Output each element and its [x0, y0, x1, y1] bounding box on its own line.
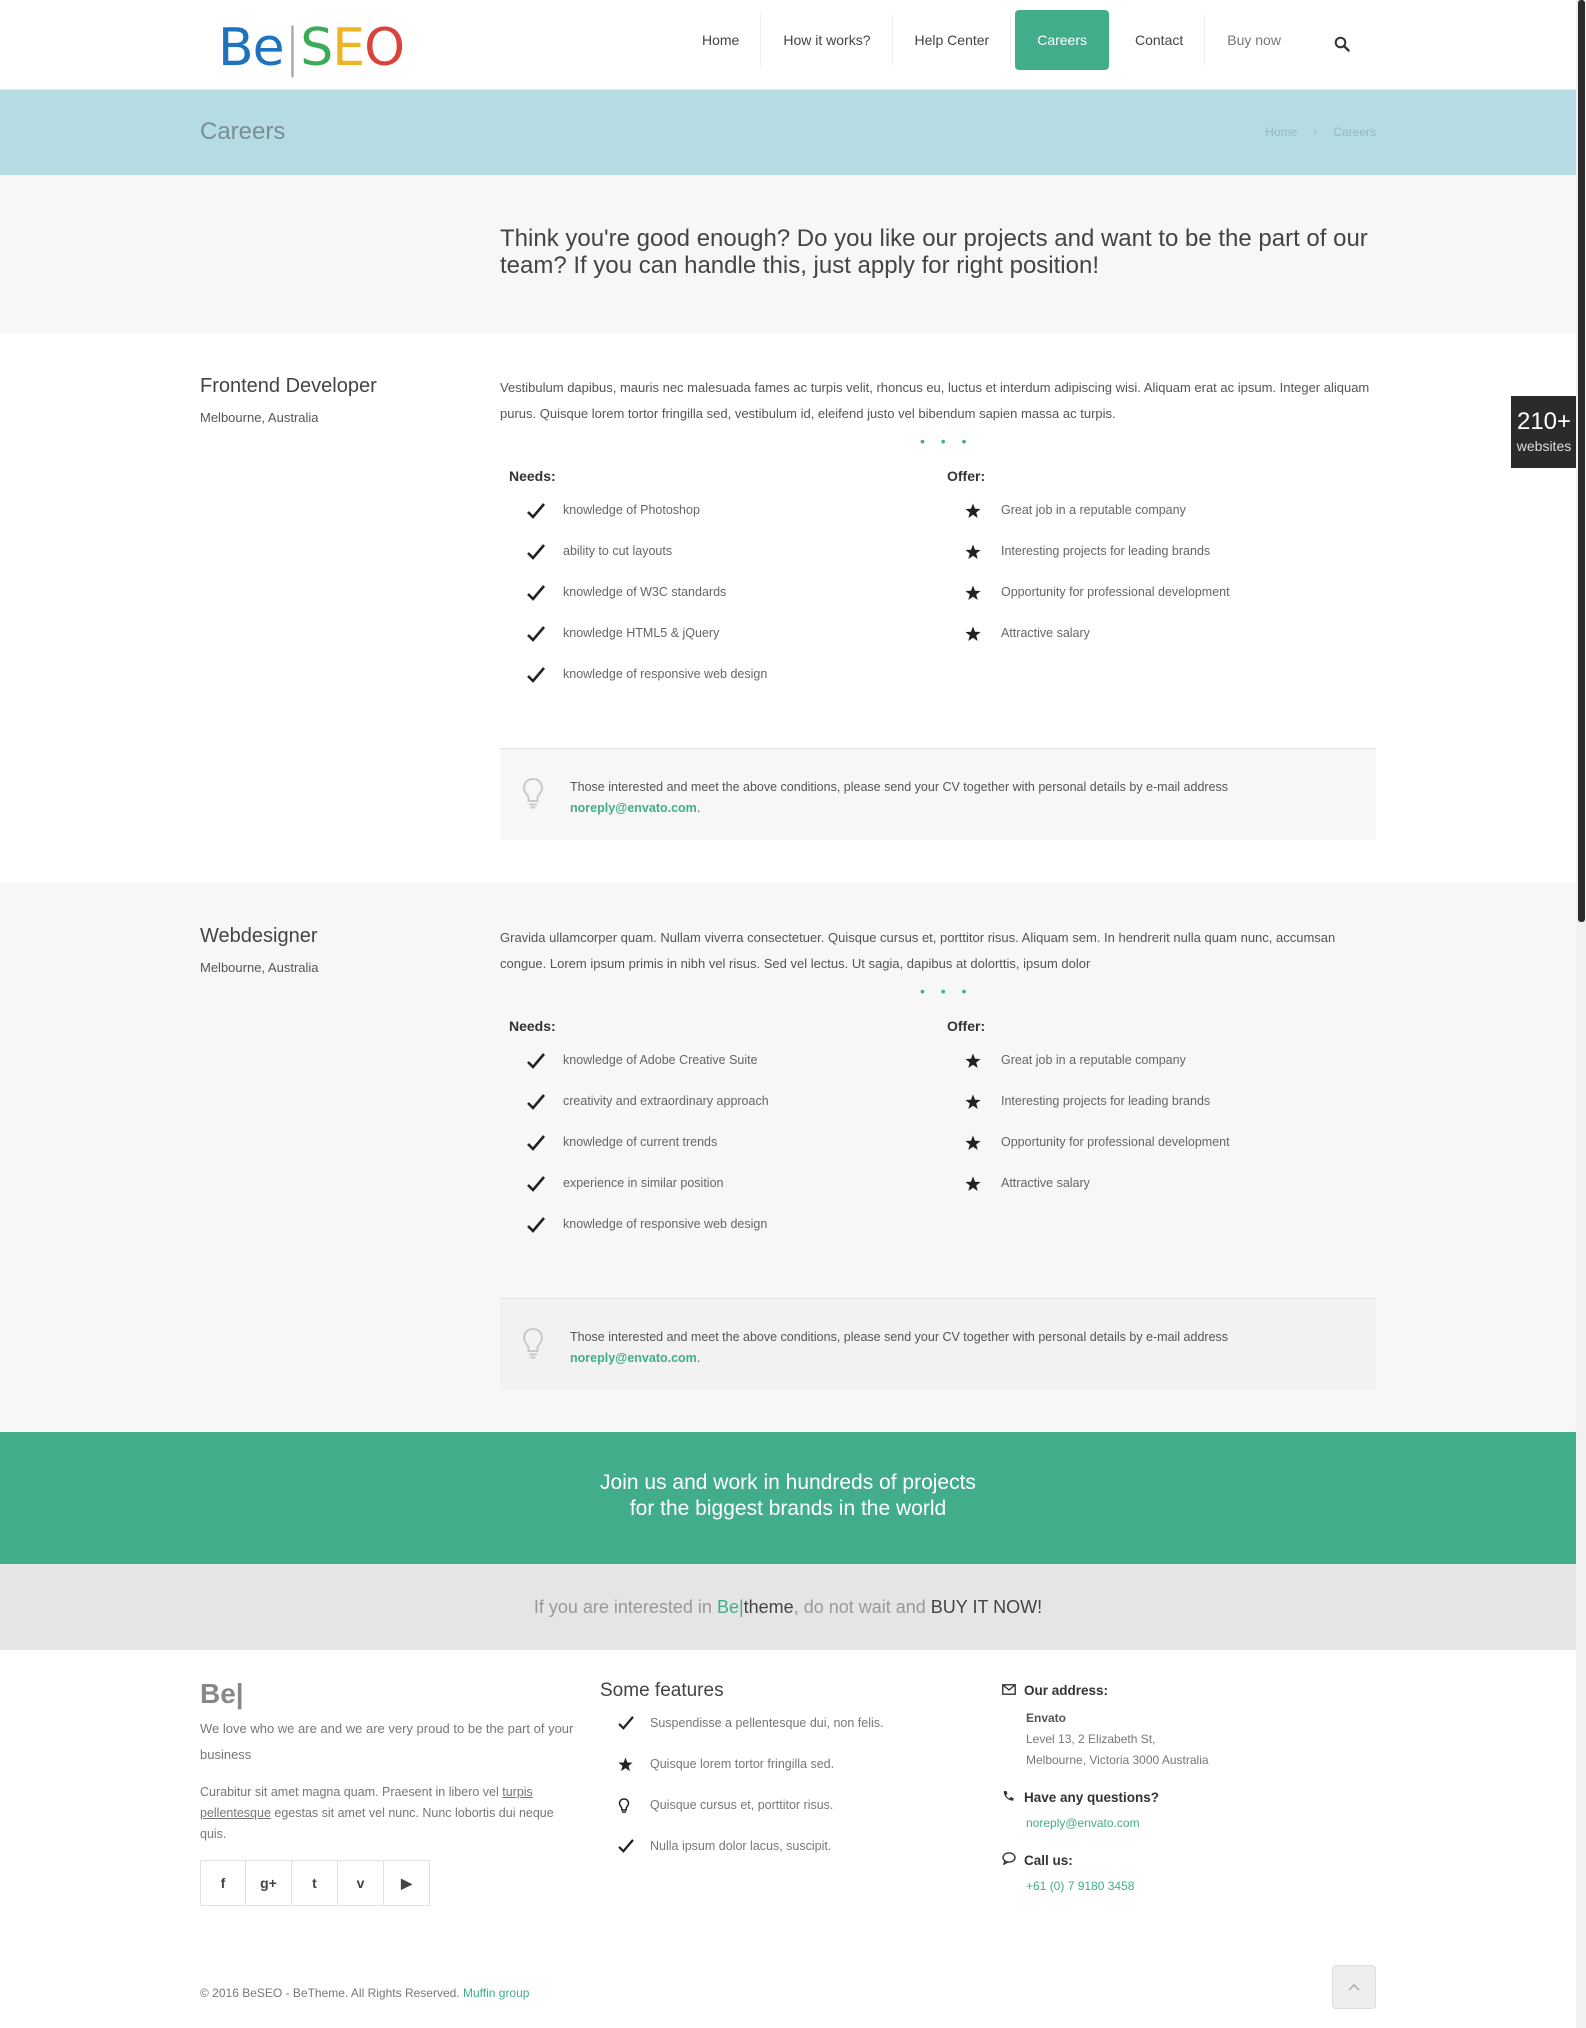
apply-note-text	[570, 777, 1228, 819]
apply-note-body: Those interested and meet the above conditions, please send your CV together with personal details by e-mail address	[570, 1330, 1229, 1344]
footer-about: We love who we are and we are very proud to be the part of your business	[200, 1721, 574, 1762]
features-title: Some features	[600, 1680, 724, 1701]
list-item	[947, 1135, 1230, 1176]
check-icon	[527, 544, 557, 563]
google-plus-icon[interactable]: g+	[246, 1860, 292, 1906]
logo-be: Be	[218, 18, 284, 78]
check-icon	[527, 1135, 557, 1154]
check-icon	[618, 1716, 650, 1733]
dots-divider: • • •	[920, 983, 973, 999]
list-item-text: knowledge HTML5 & jQuery	[563, 626, 720, 640]
list-item	[947, 1094, 1230, 1135]
buy-bar	[0, 1564, 1576, 1650]
chevron-up-icon	[1348, 1983, 1360, 1991]
list-item	[509, 585, 767, 626]
job-description: Gravida ullamcorper quam. Nullam viverra consectetuer. Quisque cursus et, porttitor risus. Aliquam sem. In hendrerit nulla quam nunc, accumsan congue. Lorem ipsum primis in nibh vel risus. Sed vel lectus. Ut sagia, dapibus at dolorttis, ipsum dolor	[500, 930, 1336, 971]
search-icon[interactable]	[1334, 36, 1350, 52]
logo-s: S	[300, 18, 333, 78]
lightbulb-icon	[522, 777, 544, 809]
job-location: Melbourne, Australia	[200, 960, 319, 975]
apply-note-body: Those interested and meet the above conditions, please send your CV together with personal details by e-mail address	[570, 780, 1229, 794]
badge-number: 210+	[1516, 408, 1572, 435]
list-item	[618, 1757, 884, 1798]
list-item	[509, 626, 767, 667]
breadcrumb-current[interactable]: Careers	[1333, 125, 1376, 139]
list-item	[947, 626, 1230, 667]
star-icon	[965, 503, 995, 522]
address-heading	[1002, 1680, 1209, 1700]
breadcrumb-home[interactable]: Home	[1265, 125, 1298, 139]
facebook-icon[interactable]: f	[200, 1860, 246, 1906]
buy-bar-pre: If you are interested in	[533, 1597, 717, 1617]
scrollbar-thumb[interactable]	[1578, 0, 1585, 922]
apply-email-link[interactable]: noreply@envato.com	[570, 801, 697, 815]
list-item	[509, 544, 767, 585]
footer-about-text-a: Curabitur sit amet magna quam. Praesent in libero vel	[200, 1785, 503, 1799]
questions-label: Have any questions?	[1024, 1789, 1160, 1805]
list-item	[509, 1135, 769, 1176]
check-icon	[527, 626, 557, 645]
lightbulb-icon	[618, 1798, 650, 1817]
cta-line-1: Join us and work in hundreds of projects	[600, 1471, 976, 1494]
job-description: Vestibulum dapibus, mauris nec malesuada fames ac turpis velit, rhoncus eu, luctus et interdum adipiscing wisi. Aliquam erat ac ipsum. Integer aliquam purus. Quisque lorem tortor fringilla sed, vestibulum id, eleifend justo vel bibendum sapien massa ac turpis.	[500, 380, 1370, 421]
check-icon	[527, 1217, 557, 1236]
list-item-text: experience in similar position	[563, 1176, 724, 1190]
buy-bar-text	[0, 1597, 1576, 1618]
features-list	[618, 1716, 884, 1880]
star-icon	[618, 1757, 650, 1775]
job-title: Webdesigner	[200, 925, 318, 947]
job-frontend-developer	[0, 333, 1576, 883]
apply-note-text	[570, 1327, 1228, 1369]
list-item	[509, 1217, 769, 1258]
list-item-text: Great job in a reputable company	[1001, 503, 1186, 517]
needs-heading: Needs:	[509, 1018, 556, 1034]
check-icon	[527, 585, 557, 604]
buy-bar-mid: , do not wait and	[793, 1597, 931, 1617]
speech-bubble-icon	[1002, 1852, 1024, 1868]
list-item-text: Nulla ipsum dolor lacus, suscipit.	[650, 1839, 832, 1853]
copyright	[200, 1986, 529, 2000]
offer-list	[947, 503, 1230, 667]
check-icon	[618, 1839, 650, 1856]
list-item-text: Suspendisse a pellentesque dui, non felis.	[650, 1716, 884, 1730]
nav-contact[interactable]: Contact	[1113, 10, 1205, 70]
main-nav	[680, 10, 1303, 70]
needs-list	[509, 1053, 769, 1258]
call-lines	[1026, 1876, 1209, 1897]
needs-heading: Needs:	[509, 468, 556, 484]
intro-text: Think you're good enough? Do you like our projects and want to be the part of our team? If you can handle this, just apply for right position!	[500, 225, 1368, 279]
buy-bar-theme[interactable]: theme	[743, 1597, 794, 1617]
vimeo-icon[interactable]: v	[338, 1860, 384, 1906]
list-item	[947, 503, 1230, 544]
apply-note-suffix: .	[696, 1351, 701, 1365]
cta-text	[0, 1470, 1576, 1522]
check-icon	[527, 1176, 557, 1195]
star-icon	[965, 1094, 995, 1113]
cta-line-2: for the biggest brands in the world	[629, 1497, 947, 1520]
list-item	[509, 1176, 769, 1217]
list-item-text: Attractive salary	[1001, 1176, 1090, 1190]
contact-info	[1002, 1680, 1209, 1897]
list-item-text: knowledge of Photoshop	[563, 503, 700, 517]
check-icon	[527, 503, 557, 522]
lightbulb-icon	[522, 1327, 544, 1359]
address-lines	[1026, 1708, 1209, 1771]
check-icon	[527, 1094, 557, 1113]
check-icon	[527, 1053, 557, 1072]
envelope-icon	[1002, 1683, 1024, 1698]
call-label: Call us:	[1024, 1852, 1073, 1868]
star-icon	[965, 544, 995, 563]
list-item-text: Quisque cursus et, porttitor risus.	[650, 1798, 834, 1812]
list-item-text: Quisque lorem tortor fringilla sed.	[650, 1757, 835, 1771]
offer-heading: Offer:	[947, 1018, 986, 1034]
contact-email-link[interactable]: noreply@envato.com	[1026, 1816, 1140, 1830]
footer-logo[interactable]: Be|	[200, 1678, 244, 1709]
job-location: Melbourne, Australia	[200, 410, 319, 425]
breadcrumb	[1265, 125, 1376, 139]
list-item-text: Interesting projects for leading brands	[1001, 544, 1211, 558]
muffin-group-link[interactable]: Muffin group	[462, 1986, 530, 2000]
list-item-text: creativity and extraordinary approach	[563, 1094, 769, 1108]
list-item	[509, 1053, 769, 1094]
apply-note	[500, 1298, 1376, 1390]
list-item-text: knowledge of responsive web design	[563, 667, 768, 681]
call-heading	[1002, 1850, 1209, 1870]
apply-note	[500, 748, 1376, 840]
offer-list	[947, 1053, 1230, 1217]
list-item	[509, 503, 767, 544]
job-title: Frontend Developer	[200, 375, 377, 397]
subheader	[0, 90, 1576, 175]
list-item-text: Attractive salary	[1001, 626, 1090, 640]
site-logo[interactable]	[218, 18, 404, 78]
site-header	[0, 0, 1576, 90]
footer-about-more	[200, 1782, 580, 1845]
list-item-text: knowledge of Adobe Creative Suite	[563, 1053, 758, 1067]
buy-it-now-link[interactable]: BUY IT NOW!	[930, 1597, 1043, 1617]
star-icon	[965, 585, 995, 604]
logo-o: O	[364, 18, 405, 78]
buy-bar-be[interactable]: Be|	[716, 1597, 744, 1617]
twitter-icon[interactable]: t	[292, 1860, 338, 1906]
address-label: Our address:	[1024, 1682, 1109, 1698]
page-title: Careers	[200, 118, 286, 145]
dots-divider: • • •	[920, 433, 973, 449]
site-footer	[0, 1650, 1576, 2028]
list-item	[947, 585, 1230, 626]
nav-home[interactable]: Home	[680, 10, 761, 70]
list-item	[618, 1716, 884, 1757]
questions-lines	[1026, 1813, 1209, 1834]
list-item-text: knowledge of W3C standards	[563, 585, 727, 599]
list-item	[947, 1053, 1230, 1094]
star-icon	[965, 1053, 995, 1072]
list-item	[947, 1176, 1230, 1217]
cta-banner	[0, 1432, 1576, 1564]
nav-help-center[interactable]: Help Center	[893, 10, 1012, 70]
list-item-text: knowledge of responsive web design	[563, 1217, 768, 1231]
list-item	[509, 1094, 769, 1135]
back-to-top-button[interactable]	[1332, 1965, 1376, 2009]
list-item-text: Opportunity for professional development	[1001, 585, 1230, 599]
apply-note-suffix: .	[696, 801, 701, 815]
badge-label: websites	[1516, 438, 1572, 454]
phone-number-link[interactable]: +61 (0) 7 9180 3458	[1026, 1879, 1135, 1893]
needs-list	[509, 503, 767, 708]
breadcrumb-separator: ›	[1313, 125, 1318, 139]
list-item-text: Great job in a reputable company	[1001, 1053, 1186, 1067]
list-item-text: ability to cut layouts	[563, 544, 673, 558]
websites-badge[interactable]	[1511, 396, 1577, 468]
list-item	[618, 1839, 884, 1880]
apply-email-link[interactable]: noreply@envato.com	[570, 1351, 697, 1365]
offer-heading: Offer:	[947, 468, 986, 484]
address-line: Level 13, 2 Elizabeth St,	[1026, 1732, 1156, 1746]
address-line: Melbourne, Victoria 3000 Australia	[1026, 1753, 1209, 1767]
list-item	[618, 1798, 884, 1839]
list-item	[509, 667, 767, 708]
star-icon	[965, 1135, 995, 1154]
list-item-text: Interesting projects for leading brands	[1001, 1094, 1211, 1108]
list-item-text: Opportunity for professional development	[1001, 1135, 1230, 1149]
star-icon	[965, 1176, 995, 1195]
copyright-text: © 2016 BeSEO - BeTheme. All Rights Reserved.	[200, 1986, 463, 2000]
list-item-text: knowledge of current trends	[563, 1135, 718, 1149]
social-links	[200, 1860, 430, 1906]
youtube-icon[interactable]: ▶	[384, 1860, 430, 1906]
logo-e: E	[332, 18, 365, 78]
nav-careers[interactable]: Careers	[1015, 10, 1109, 70]
address-line: Envato	[1026, 1711, 1067, 1725]
job-webdesigner	[0, 883, 1576, 1433]
footer-about-text-b: egestas sit amet vel nunc. Nunc lobortis dui neque quis.	[200, 1806, 554, 1841]
list-item	[947, 544, 1230, 585]
check-icon	[527, 667, 557, 686]
nav-buy-now[interactable]: Buy now	[1227, 32, 1281, 48]
footer-about-link[interactable]: turpis pellentesque	[200, 1785, 533, 1820]
nav-how-it-works[interactable]: How it works?	[761, 10, 892, 70]
phone-icon	[1002, 1790, 1024, 1805]
star-icon	[965, 626, 995, 645]
logo-separator: |	[283, 18, 301, 78]
questions-heading	[1002, 1787, 1209, 1807]
intro-section	[0, 175, 1576, 333]
